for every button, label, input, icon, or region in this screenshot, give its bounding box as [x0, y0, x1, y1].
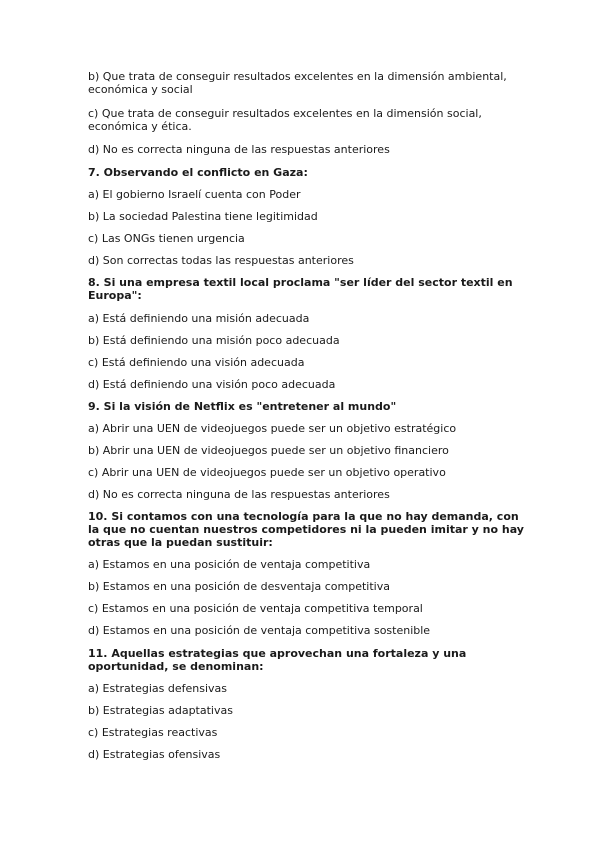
answer-option: c) Abrir una UEN de videojuegos puede ser un objetivo operativo — [88, 466, 446, 479]
answer-option: c) Las ONGs tienen urgencia — [88, 232, 245, 245]
answer-option: c) Estrategias reactivas — [88, 726, 218, 739]
answer-option: b) Estamos en una posición de desventaja competitiva — [88, 580, 390, 593]
answer-option: c) Está definiendo una visión adecuada — [88, 356, 305, 369]
answer-option: c) Que trata de conseguir resultados excelentes en la dimensión social, económica y ética. — [88, 107, 482, 133]
answer-option: a) El gobierno Israelí cuenta con Poder — [88, 188, 301, 201]
answer-option: d) Estamos en una posición de ventaja competitiva sostenible — [88, 624, 431, 637]
answer-option: c) Estamos en una posición de ventaja competitiva temporal — [88, 602, 423, 615]
answer-option: a) Estamos en una posición de ventaja competitiva — [88, 558, 371, 571]
question-heading: 10. Si contamos con una tecnología para la que no hay demanda, con la que no cuentan nuestros competidores ni la pueden imitar y no hay otras que la puedan sustituir: — [88, 510, 524, 549]
answer-option: d) Está definiendo una visión poco adecuada — [88, 378, 336, 391]
answer-option: a) Estrategias defensivas — [88, 682, 228, 695]
question-heading: 9. Si la visión de Netflix es "entretener al mundo" — [88, 400, 397, 413]
question-heading: 7. Observando el conflicto en Gaza: — [88, 166, 308, 179]
answer-option: a) Está definiendo una misión adecuada — [88, 312, 310, 325]
answer-option: d) Son correctas todas las respuestas anteriores — [88, 254, 354, 267]
answer-option: d) No es correcta ninguna de las respuestas anteriores — [88, 488, 390, 501]
answer-option: b) Estrategias adaptativas — [88, 704, 233, 717]
answer-option: b) Está definiendo una misión poco adecuada — [88, 334, 340, 347]
answer-option: d) No es correcta ninguna de las respuestas anteriores — [88, 143, 390, 156]
answer-option: b) Que trata de conseguir resultados excelentes en la dimensión ambiental, económica y social — [88, 70, 507, 96]
answer-option: b) La sociedad Palestina tiene legitimidad — [88, 210, 318, 223]
answer-option: b) Abrir una UEN de videojuegos puede ser un objetivo financiero — [88, 444, 449, 457]
question-heading: 8. Si una empresa textil local proclama "ser líder del sector textil en Europa": — [88, 276, 513, 302]
question-heading: 11. Aquellas estrategias que aprovechan una fortaleza y una oportunidad, se denominan: — [88, 647, 467, 673]
answer-option: d) Estrategias ofensivas — [88, 748, 221, 761]
answer-option: a) Abrir una UEN de videojuegos puede ser un objetivo estratégico — [88, 422, 457, 435]
